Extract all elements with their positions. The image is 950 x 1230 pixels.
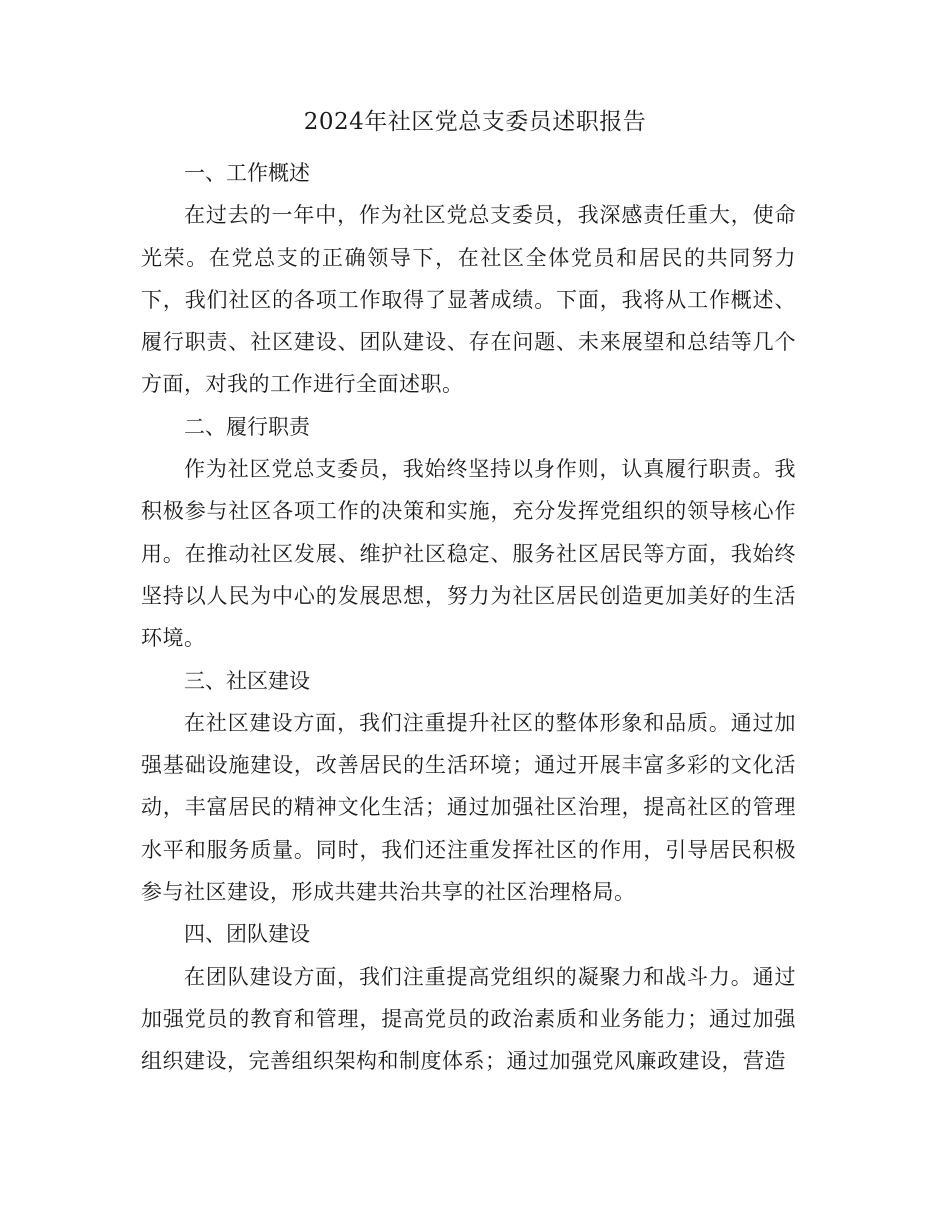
section-paragraph-community-building: 在社区建设方面，我们注重提升社区的整体形象和品质。通过加强基础设施建设，改善居民的生活环境；通过开展丰富多彩的文化活动，丰富居民的精神文化生活；通过加强社区治理，提高社区的管理水平和服务质量。同时，我们还注重发挥社区的作用，引导居民积极参与社区建设，形成共建共治共享的社区治理格局。 xyxy=(141,710,796,905)
document-title: 2024年社区党总支委员述职报告 xyxy=(303,109,647,135)
section-heading-work-overview: 一、工作概述 xyxy=(184,161,310,185)
section-heading-team-building: 四、团队建设 xyxy=(184,922,310,947)
section-paragraph-work-overview: 在过去的一年中，作为社区党总支委员，我深感责任重大，使命光荣。在党总支的正确领导下，在社区全体党员和居民的共同努力下，我们社区的各项工作取得了显著成绩。下面，我将从工作概述、履行职责、社区建设、团队建设、存在问题、未来展望和总结等几个方面，对我的工作进行全面述职。 xyxy=(141,203,796,397)
section-heading-community-building: 三、社区建设 xyxy=(184,668,310,693)
section-paragraph-team-building: 在团队建设方面，我们注重提高党组织的凝聚力和战斗力。通过加强党员的教育和管理，提高党员的政治素质和业务能力；通过加强组织建设，完善组织架构和制度体系；通过加强党风廉政建设，营造 xyxy=(141,964,796,1074)
document-body xyxy=(141,152,796,1083)
section-heading-duties: 二、履行职责 xyxy=(184,414,310,439)
section-paragraph-duties: 作为社区党总支委员，我始终坚持以身作则，认真履行职责。我积极参与社区各项工作的决策和实施，充分发挥党组织的领导核心作用。在推动社区发展、维护社区稳定、服务社区居民等方面，我始终坚持以人民为中心的发展思想，努力为社区居民创造更加美好的生活环境。 xyxy=(141,457,796,651)
